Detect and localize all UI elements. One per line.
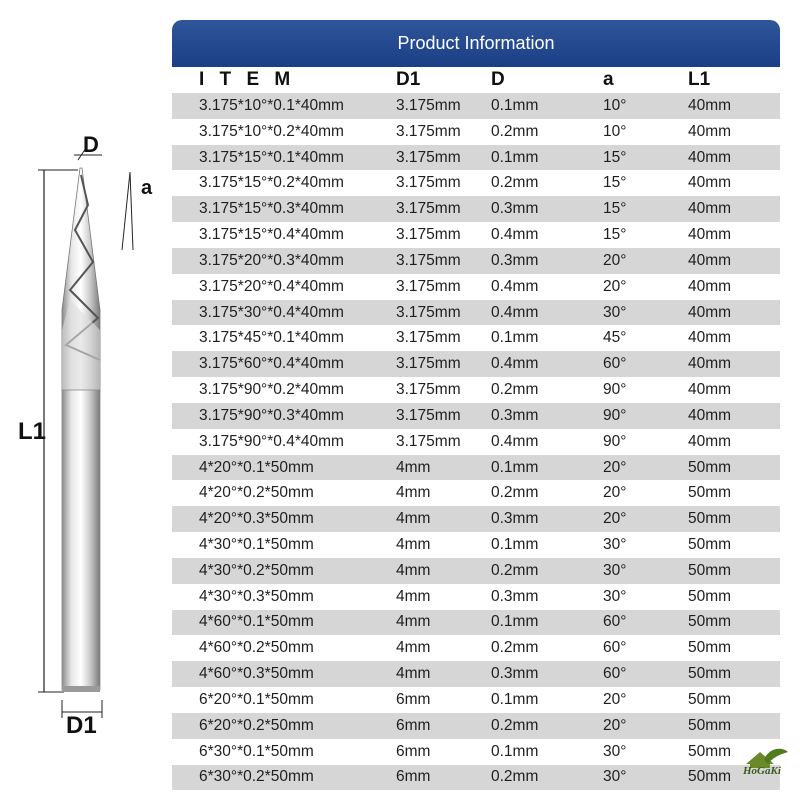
cell-d: 0.2mm — [491, 174, 539, 192]
cell-l1: 40mm — [688, 96, 732, 114]
cell-d: 0.1mm — [491, 458, 539, 476]
cell-angle: 60° — [603, 639, 627, 657]
column-header-d: D — [491, 69, 505, 90]
table-row — [172, 558, 780, 584]
cell-item: 6*20°*0.2*50mm — [199, 716, 314, 734]
cell-l1: 40mm — [688, 381, 732, 399]
cell-angle: 30° — [603, 561, 627, 579]
table-row — [172, 196, 780, 222]
cell-d: 0.2mm — [491, 122, 539, 140]
cell-angle: 90° — [603, 406, 627, 424]
cell-l1: 40mm — [688, 174, 732, 192]
cell-l1: 40mm — [688, 148, 732, 166]
cell-d: 0.2mm — [491, 381, 539, 399]
cell-angle: 15° — [603, 200, 627, 218]
dimension-label-angle: a — [141, 177, 153, 199]
cell-angle: 20° — [603, 690, 627, 708]
cell-l1: 40mm — [688, 355, 732, 373]
cell-l1: 50mm — [688, 510, 732, 528]
cell-d1: 3.175mm — [396, 406, 461, 424]
cell-item: 3.175*10°*0.1*40mm — [199, 96, 344, 114]
cell-d1: 6mm — [396, 690, 431, 708]
cell-item: 4*20°*0.2*50mm — [199, 484, 314, 502]
column-header-angle: a — [603, 69, 614, 90]
cell-item: 3.175*90°*0.2*40mm — [199, 381, 344, 399]
cell-l1: 40mm — [688, 432, 732, 450]
cell-item: 3.175*60°*0.4*40mm — [199, 355, 344, 373]
cell-d1: 4mm — [396, 458, 431, 476]
cell-d1: 3.175mm — [396, 277, 461, 295]
cell-angle: 60° — [603, 355, 627, 373]
cell-d: 0.1mm — [491, 148, 539, 166]
table-row — [172, 222, 780, 248]
cell-l1: 50mm — [688, 768, 732, 786]
cell-d: 0.4mm — [491, 226, 539, 244]
cell-d: 0.3mm — [491, 510, 539, 528]
table-body — [172, 93, 780, 790]
cell-item: 3.175*15°*0.2*40mm — [199, 174, 344, 192]
cell-item: 4*20°*0.1*50mm — [199, 458, 314, 476]
cell-item: 3.175*15°*0.4*40mm — [199, 226, 344, 244]
table-row — [172, 532, 780, 558]
cell-item: 3.175*45°*0.1*40mm — [199, 329, 344, 347]
table-row — [172, 739, 780, 765]
cell-angle: 30° — [603, 587, 627, 605]
cell-d1: 4mm — [396, 561, 431, 579]
table-row — [172, 325, 780, 351]
cell-l1: 50mm — [688, 484, 732, 502]
cell-l1: 50mm — [688, 639, 732, 657]
cell-d: 0.2mm — [491, 716, 539, 734]
table-row — [172, 713, 780, 739]
cell-d1: 3.175mm — [396, 329, 461, 347]
cell-d: 0.4mm — [491, 355, 539, 373]
cell-l1: 50mm — [688, 535, 732, 553]
cell-l1: 40mm — [688, 277, 732, 295]
table-row — [172, 480, 780, 506]
cell-d1: 4mm — [396, 535, 431, 553]
cell-d1: 3.175mm — [396, 96, 461, 114]
cell-angle: 20° — [603, 484, 627, 502]
cell-item: 4*20°*0.3*50mm — [199, 510, 314, 528]
cell-angle: 30° — [603, 768, 627, 786]
dimension-label-d1: D1 — [66, 712, 97, 739]
cell-angle: 60° — [603, 613, 627, 631]
cell-l1: 50mm — [688, 665, 732, 683]
cell-l1: 50mm — [688, 458, 732, 476]
cell-d: 0.3mm — [491, 200, 539, 218]
table-row — [172, 170, 780, 196]
cell-angle: 20° — [603, 458, 627, 476]
cell-d: 0.3mm — [491, 406, 539, 424]
cell-d1: 4mm — [396, 639, 431, 657]
cell-d1: 4mm — [396, 484, 431, 502]
cell-item: 3.175*15°*0.3*40mm — [199, 200, 344, 218]
column-header-d1: D1 — [396, 69, 421, 90]
cell-l1: 40mm — [688, 251, 732, 269]
cell-d1: 4mm — [396, 665, 431, 683]
table-row — [172, 119, 780, 145]
table-header-bar — [172, 20, 780, 67]
brand-logo-text: HoGaKi — [743, 765, 781, 777]
column-header-l1: L1 — [688, 69, 711, 90]
cell-angle: 20° — [603, 716, 627, 734]
cell-d1: 6mm — [396, 768, 431, 786]
table-row — [172, 248, 780, 274]
cell-d1: 3.175mm — [396, 381, 461, 399]
cell-l1: 40mm — [688, 226, 732, 244]
cell-d: 0.2mm — [491, 639, 539, 657]
table-row — [172, 93, 780, 119]
cell-l1: 40mm — [688, 122, 732, 140]
cell-d1: 3.175mm — [396, 174, 461, 192]
cell-angle: 45° — [603, 329, 627, 347]
cell-d1: 3.175mm — [396, 251, 461, 269]
cell-angle: 15° — [603, 148, 627, 166]
product-information-table — [172, 20, 780, 790]
tool-drawing — [0, 0, 172, 800]
cell-d: 0.3mm — [491, 251, 539, 269]
table-row — [172, 455, 780, 481]
cell-angle: 20° — [603, 251, 627, 269]
table-title: Product Information — [397, 33, 555, 53]
cell-item: 3.175*15°*0.1*40mm — [199, 148, 344, 166]
cell-item: 4*30°*0.2*50mm — [199, 561, 314, 579]
cell-d1: 4mm — [396, 587, 431, 605]
table-row — [172, 377, 780, 403]
cell-angle: 30° — [603, 742, 627, 760]
cell-d: 0.1mm — [491, 96, 539, 114]
cell-angle: 15° — [603, 226, 627, 244]
engraving-bit-illustration — [0, 0, 172, 800]
table-row — [172, 145, 780, 171]
table-row — [172, 765, 780, 791]
cell-d1: 3.175mm — [396, 200, 461, 218]
table-row — [172, 610, 780, 636]
cell-item: 6*30°*0.1*50mm — [199, 742, 314, 760]
cell-l1: 50mm — [688, 690, 732, 708]
cell-angle: 10° — [603, 122, 627, 140]
cell-angle: 15° — [603, 174, 627, 192]
cell-item: 3.175*10°*0.2*40mm — [199, 122, 344, 140]
cell-item: 3.175*20°*0.3*40mm — [199, 251, 344, 269]
cell-d: 0.3mm — [491, 587, 539, 605]
cell-angle: 20° — [603, 510, 627, 528]
cell-l1: 50mm — [688, 716, 732, 734]
cell-item: 4*30°*0.3*50mm — [199, 587, 314, 605]
column-header-row — [172, 67, 780, 93]
cell-l1: 40mm — [688, 200, 732, 218]
table-row — [172, 635, 780, 661]
cell-item: 4*60°*0.2*50mm — [199, 639, 314, 657]
cell-d: 0.1mm — [491, 613, 539, 631]
cell-d1: 3.175mm — [396, 355, 461, 373]
cell-l1: 50mm — [688, 742, 732, 760]
cell-item: 6*30°*0.2*50mm — [199, 768, 314, 786]
cell-angle: 30° — [603, 303, 627, 321]
cell-angle: 10° — [603, 96, 627, 114]
cell-d: 0.2mm — [491, 484, 539, 502]
cell-d: 0.4mm — [491, 277, 539, 295]
dimension-label-l1: L1 — [18, 418, 47, 445]
table-row — [172, 403, 780, 429]
column-header-item: I T E M — [199, 69, 296, 90]
table-row — [172, 300, 780, 326]
cell-l1: 50mm — [688, 613, 732, 631]
cell-item: 4*30°*0.1*50mm — [199, 535, 314, 553]
cell-d1: 3.175mm — [396, 122, 461, 140]
cell-l1: 50mm — [688, 561, 732, 579]
cell-item: 6*20°*0.1*50mm — [199, 690, 314, 708]
cell-d1: 6mm — [396, 742, 431, 760]
table-row — [172, 687, 780, 713]
cell-d1: 6mm — [396, 716, 431, 734]
table-row — [172, 661, 780, 687]
table-row — [172, 351, 780, 377]
cell-d: 0.1mm — [491, 690, 539, 708]
cell-d: 0.4mm — [491, 432, 539, 450]
dimension-label-d: D — [83, 132, 99, 157]
cell-l1: 40mm — [688, 329, 732, 347]
cell-l1: 40mm — [688, 406, 732, 424]
cell-item: 3.175*90°*0.3*40mm — [199, 406, 344, 424]
cell-item: 3.175*30°*0.4*40mm — [199, 303, 344, 321]
cell-d1: 3.175mm — [396, 226, 461, 244]
cell-l1: 40mm — [688, 303, 732, 321]
cell-d: 0.1mm — [491, 535, 539, 553]
cell-angle: 20° — [603, 277, 627, 295]
cell-angle: 90° — [603, 381, 627, 399]
table-row — [172, 584, 780, 610]
table-row — [172, 274, 780, 300]
cell-item: 4*60°*0.1*50mm — [199, 613, 314, 631]
table-row — [172, 429, 780, 455]
cell-d1: 3.175mm — [396, 148, 461, 166]
cell-d1: 4mm — [396, 510, 431, 528]
cell-l1: 50mm — [688, 587, 732, 605]
cell-d: 0.3mm — [491, 665, 539, 683]
cell-d: 0.1mm — [491, 329, 539, 347]
cell-d1: 3.175mm — [396, 432, 461, 450]
cell-angle: 60° — [603, 665, 627, 683]
table-row — [172, 506, 780, 532]
cell-d1: 3.175mm — [396, 303, 461, 321]
cell-d: 0.2mm — [491, 561, 539, 579]
cell-d: 0.2mm — [491, 768, 539, 786]
cell-angle: 90° — [603, 432, 627, 450]
cell-d1: 4mm — [396, 613, 431, 631]
cell-d: 0.4mm — [491, 303, 539, 321]
cell-item: 4*60°*0.3*50mm — [199, 665, 314, 683]
cell-angle: 30° — [603, 535, 627, 553]
cell-d: 0.1mm — [491, 742, 539, 760]
cell-item: 3.175*90°*0.4*40mm — [199, 432, 344, 450]
cell-item: 3.175*20°*0.4*40mm — [199, 277, 344, 295]
